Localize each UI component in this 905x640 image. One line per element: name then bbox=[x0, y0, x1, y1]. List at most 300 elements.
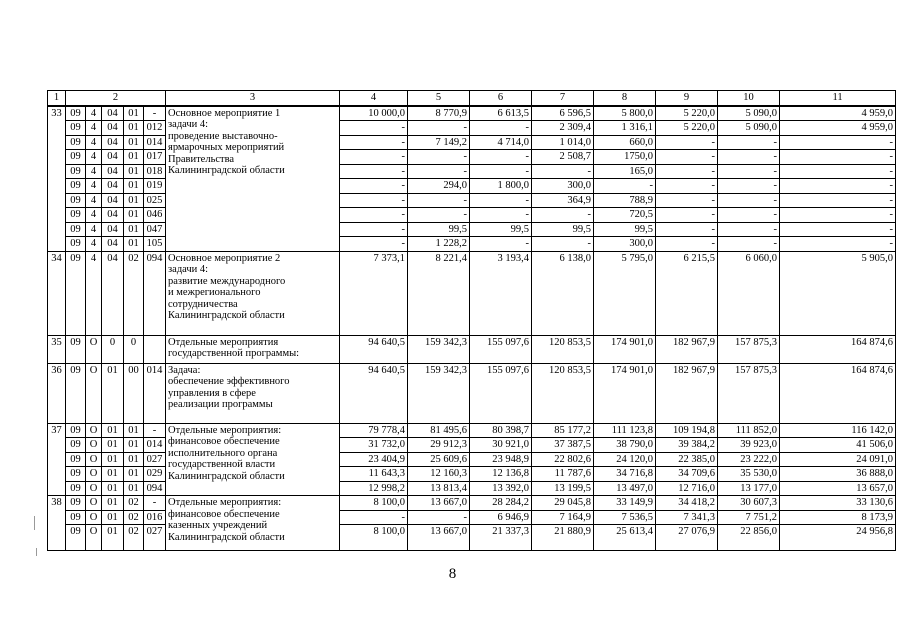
value-cell: - bbox=[780, 135, 896, 150]
value-cell: 29 912,3 bbox=[408, 438, 470, 453]
value-cell: 159 342,3 bbox=[408, 335, 470, 363]
value-cell: 85 177,2 bbox=[532, 423, 594, 438]
code-cell: 04 bbox=[102, 208, 124, 223]
value-cell: - bbox=[780, 237, 896, 252]
value-cell: - bbox=[340, 193, 408, 208]
table-row bbox=[48, 363, 896, 423]
value-cell: 155 097,6 bbox=[470, 363, 532, 423]
header-col-10: 10 bbox=[718, 91, 780, 106]
code-cell: 02 bbox=[124, 510, 144, 525]
value-cell: 5 795,0 bbox=[594, 251, 656, 335]
value-cell: - bbox=[780, 193, 896, 208]
code-cell: 025 bbox=[144, 193, 166, 208]
code-cell: 01 bbox=[124, 106, 144, 121]
value-cell: 1 228,2 bbox=[408, 237, 470, 252]
code-cell: 04 bbox=[102, 222, 124, 237]
code-cell: 014 bbox=[144, 135, 166, 150]
value-cell: - bbox=[656, 208, 718, 223]
code-cell: 04 bbox=[102, 150, 124, 165]
header-col-1: 1 bbox=[48, 91, 66, 106]
value-cell: 2 508,7 bbox=[532, 150, 594, 165]
value-cell: - bbox=[408, 164, 470, 179]
header-col-5: 5 bbox=[408, 91, 470, 106]
value-cell: 300,0 bbox=[532, 179, 594, 194]
value-cell: 13 392,0 bbox=[470, 481, 532, 496]
code-cell: 09 bbox=[66, 193, 86, 208]
value-cell: 13 497,0 bbox=[594, 481, 656, 496]
value-cell: - bbox=[656, 135, 718, 150]
value-cell: 5 090,0 bbox=[718, 106, 780, 121]
value-cell: 7 751,2 bbox=[718, 510, 780, 525]
value-cell: - bbox=[594, 179, 656, 194]
code-cell: О bbox=[86, 438, 102, 453]
table-row bbox=[48, 335, 896, 363]
value-cell: 788,9 bbox=[594, 193, 656, 208]
value-cell: 94 640,5 bbox=[340, 335, 408, 363]
value-cell: 174 901,0 bbox=[594, 363, 656, 423]
code-cell: 02 bbox=[124, 525, 144, 551]
header-col-7: 7 bbox=[532, 91, 594, 106]
value-cell: - bbox=[656, 179, 718, 194]
value-cell: 6 215,5 bbox=[656, 251, 718, 335]
value-cell: 300,0 bbox=[594, 237, 656, 252]
code-cell: 09 bbox=[66, 237, 86, 252]
value-cell: 8 173,9 bbox=[780, 510, 896, 525]
row-number: 35 bbox=[48, 335, 66, 363]
code-cell: О bbox=[86, 510, 102, 525]
code-cell: 018 bbox=[144, 164, 166, 179]
value-cell: 5 220,0 bbox=[656, 121, 718, 136]
scan-mark bbox=[36, 548, 37, 556]
value-cell: 33 149,9 bbox=[594, 496, 656, 511]
value-cell: - bbox=[340, 135, 408, 150]
value-cell: 24 120,0 bbox=[594, 452, 656, 467]
table-row bbox=[48, 106, 896, 121]
value-cell: 22 385,0 bbox=[656, 452, 718, 467]
code-cell: 027 bbox=[144, 525, 166, 551]
code-cell: 4 bbox=[86, 106, 102, 121]
header-row bbox=[48, 91, 896, 106]
code-cell: 09 bbox=[66, 467, 86, 482]
value-cell: 7 373,1 bbox=[340, 251, 408, 335]
value-cell: 13 657,0 bbox=[780, 481, 896, 496]
code-cell: 01 bbox=[124, 150, 144, 165]
code-cell: 046 bbox=[144, 208, 166, 223]
table-body bbox=[48, 91, 896, 551]
value-cell: 12 716,0 bbox=[656, 481, 718, 496]
code-cell: 09 bbox=[66, 335, 86, 363]
value-cell: - bbox=[340, 237, 408, 252]
value-cell: - bbox=[780, 179, 896, 194]
value-cell: 116 142,0 bbox=[780, 423, 896, 438]
value-cell: 111 123,8 bbox=[594, 423, 656, 438]
value-cell: - bbox=[408, 510, 470, 525]
value-cell: 11 643,3 bbox=[340, 467, 408, 482]
row-number: 38 bbox=[48, 496, 66, 551]
value-cell: 39 923,0 bbox=[718, 438, 780, 453]
value-cell: 6 946,9 bbox=[470, 510, 532, 525]
value-cell: 29 045,8 bbox=[532, 496, 594, 511]
value-cell: 111 852,0 bbox=[718, 423, 780, 438]
value-cell: - bbox=[532, 208, 594, 223]
value-cell: - bbox=[718, 150, 780, 165]
value-cell: 13 177,0 bbox=[718, 481, 780, 496]
value-cell: - bbox=[718, 208, 780, 223]
value-cell: 5 220,0 bbox=[656, 106, 718, 121]
code-cell: 094 bbox=[144, 251, 166, 335]
code-cell: 094 bbox=[144, 481, 166, 496]
code-cell: О bbox=[86, 481, 102, 496]
code-cell: О bbox=[86, 525, 102, 551]
code-cell: 01 bbox=[102, 481, 124, 496]
code-cell: 01 bbox=[102, 363, 124, 423]
code-cell: 01 bbox=[102, 496, 124, 511]
value-cell: 34 716,8 bbox=[594, 467, 656, 482]
value-cell: 174 901,0 bbox=[594, 335, 656, 363]
value-cell: 2 309,4 bbox=[532, 121, 594, 136]
value-cell: 6 060,0 bbox=[718, 251, 780, 335]
value-cell: 4 959,0 bbox=[780, 106, 896, 121]
value-cell: 27 076,9 bbox=[656, 525, 718, 551]
value-cell: 5 800,0 bbox=[594, 106, 656, 121]
code-cell: 4 bbox=[86, 164, 102, 179]
code-cell: 04 bbox=[102, 164, 124, 179]
value-cell: - bbox=[470, 150, 532, 165]
value-cell: 4 959,0 bbox=[780, 121, 896, 136]
code-cell: 4 bbox=[86, 222, 102, 237]
value-cell: 31 732,0 bbox=[340, 438, 408, 453]
value-cell: - bbox=[470, 208, 532, 223]
value-cell: - bbox=[780, 222, 896, 237]
value-cell: 13 813,4 bbox=[408, 481, 470, 496]
value-cell: - bbox=[656, 150, 718, 165]
code-cell: 01 bbox=[124, 237, 144, 252]
value-cell: 155 097,6 bbox=[470, 335, 532, 363]
value-cell: 33 130,6 bbox=[780, 496, 896, 511]
header-col-8: 8 bbox=[594, 91, 656, 106]
code-cell: 04 bbox=[102, 121, 124, 136]
code-cell: 00 bbox=[124, 363, 144, 423]
code-cell: 01 bbox=[124, 135, 144, 150]
value-cell: 37 387,5 bbox=[532, 438, 594, 453]
code-cell: 014 bbox=[144, 363, 166, 423]
value-cell: 5 090,0 bbox=[718, 121, 780, 136]
code-cell: 04 bbox=[102, 106, 124, 121]
value-cell: 294,0 bbox=[408, 179, 470, 194]
value-cell: - bbox=[780, 208, 896, 223]
value-cell: - bbox=[656, 164, 718, 179]
code-cell: 02 bbox=[124, 496, 144, 511]
code-cell: 01 bbox=[124, 193, 144, 208]
description-cell: Отдельные мероприятия: финансовое обеспечение казенных учреждений Калининградской области bbox=[166, 496, 340, 551]
value-cell: 35 530,0 bbox=[718, 467, 780, 482]
value-cell: 81 495,6 bbox=[408, 423, 470, 438]
value-cell: 7 536,5 bbox=[594, 510, 656, 525]
code-cell: 09 bbox=[66, 481, 86, 496]
value-cell: 1 316,1 bbox=[594, 121, 656, 136]
value-cell: - bbox=[408, 208, 470, 223]
scan-mark bbox=[34, 516, 35, 530]
code-cell: 012 bbox=[144, 121, 166, 136]
description-cell: Отдельные мероприятия государственной программы: bbox=[166, 335, 340, 363]
value-cell: - bbox=[470, 121, 532, 136]
value-cell: 11 787,6 bbox=[532, 467, 594, 482]
value-cell: - bbox=[470, 164, 532, 179]
value-cell: - bbox=[340, 222, 408, 237]
value-cell: 8 100,0 bbox=[340, 525, 408, 551]
code-cell: 01 bbox=[124, 121, 144, 136]
code-cell: О bbox=[86, 335, 102, 363]
code-cell: 01 bbox=[124, 208, 144, 223]
value-cell: 7 164,9 bbox=[532, 510, 594, 525]
code-cell: 01 bbox=[102, 510, 124, 525]
value-cell: - bbox=[780, 150, 896, 165]
value-cell: 34 709,6 bbox=[656, 467, 718, 482]
code-cell: 027 bbox=[144, 452, 166, 467]
value-cell: - bbox=[340, 150, 408, 165]
table-row bbox=[48, 423, 896, 438]
value-cell: 12 160,3 bbox=[408, 467, 470, 482]
value-cell: 39 384,2 bbox=[656, 438, 718, 453]
value-cell: 99,5 bbox=[408, 222, 470, 237]
row-number: 37 bbox=[48, 423, 66, 496]
code-cell: 4 bbox=[86, 135, 102, 150]
code-cell: 09 bbox=[66, 496, 86, 511]
code-cell: О bbox=[86, 467, 102, 482]
code-cell: 09 bbox=[66, 222, 86, 237]
code-cell: 04 bbox=[102, 237, 124, 252]
code-cell: 01 bbox=[124, 164, 144, 179]
header-col-11: 11 bbox=[780, 91, 896, 106]
code-cell: 09 bbox=[66, 179, 86, 194]
value-cell: 12 998,2 bbox=[340, 481, 408, 496]
code-cell: 09 bbox=[66, 106, 86, 121]
value-cell: 24 091,0 bbox=[780, 452, 896, 467]
code-cell: 09 bbox=[66, 363, 86, 423]
value-cell: - bbox=[340, 179, 408, 194]
code-cell: 047 bbox=[144, 222, 166, 237]
code-cell: 04 bbox=[102, 135, 124, 150]
code-cell: 04 bbox=[102, 179, 124, 194]
header-col-3: 3 bbox=[166, 91, 340, 106]
value-cell: 13 199,5 bbox=[532, 481, 594, 496]
value-cell: 120 853,5 bbox=[532, 363, 594, 423]
code-cell: 01 bbox=[124, 438, 144, 453]
code-cell: О bbox=[86, 423, 102, 438]
code-cell: 029 bbox=[144, 467, 166, 482]
code-cell: 01 bbox=[124, 467, 144, 482]
code-cell: 09 bbox=[66, 423, 86, 438]
value-cell: 8 221,4 bbox=[408, 251, 470, 335]
value-cell: 164 874,6 bbox=[780, 335, 896, 363]
value-cell: 165,0 bbox=[594, 164, 656, 179]
value-cell: 94 640,5 bbox=[340, 363, 408, 423]
code-cell: 01 bbox=[124, 452, 144, 467]
value-cell: - bbox=[340, 164, 408, 179]
row-number: 33 bbox=[48, 106, 66, 252]
budget-table bbox=[47, 90, 896, 551]
value-cell: - bbox=[532, 237, 594, 252]
code-cell: 019 bbox=[144, 179, 166, 194]
code-cell: 014 bbox=[144, 438, 166, 453]
value-cell: 1 014,0 bbox=[532, 135, 594, 150]
value-cell: 8 770,9 bbox=[408, 106, 470, 121]
description-cell: Основное мероприятие 1 задачи 4: проведение выставочно- ярмарочных мероприятий Правительства Калининградской области bbox=[166, 106, 340, 252]
value-cell: 364,9 bbox=[532, 193, 594, 208]
code-cell: О bbox=[86, 363, 102, 423]
value-cell: 38 790,0 bbox=[594, 438, 656, 453]
value-cell: 6 613,5 bbox=[470, 106, 532, 121]
value-cell: 24 956,8 bbox=[780, 525, 896, 551]
value-cell: 34 418,2 bbox=[656, 496, 718, 511]
value-cell: - bbox=[470, 193, 532, 208]
value-cell: 7 341,3 bbox=[656, 510, 718, 525]
code-cell: 105 bbox=[144, 237, 166, 252]
code-cell: 01 bbox=[124, 481, 144, 496]
value-cell: - bbox=[408, 121, 470, 136]
value-cell: 99,5 bbox=[594, 222, 656, 237]
code-cell: 01 bbox=[124, 179, 144, 194]
value-cell: - bbox=[780, 164, 896, 179]
value-cell: 8 100,0 bbox=[340, 496, 408, 511]
value-cell: - bbox=[470, 237, 532, 252]
value-cell: 79 778,4 bbox=[340, 423, 408, 438]
code-cell: 0 bbox=[102, 335, 124, 363]
description-cell: Отдельные мероприятия: финансовое обеспечение исполнительного органа государственной власти Калининградской области bbox=[166, 423, 340, 496]
code-cell: - bbox=[144, 106, 166, 121]
value-cell: - bbox=[718, 179, 780, 194]
value-cell: - bbox=[656, 193, 718, 208]
value-cell: 164 874,6 bbox=[780, 363, 896, 423]
code-cell: 02 bbox=[124, 251, 144, 335]
value-cell: - bbox=[718, 193, 780, 208]
value-cell: 23 948,9 bbox=[470, 452, 532, 467]
code-cell bbox=[144, 335, 166, 363]
code-cell: 4 bbox=[86, 251, 102, 335]
value-cell: 21 337,3 bbox=[470, 525, 532, 551]
page-number: 8 bbox=[448, 566, 457, 582]
code-cell: 09 bbox=[66, 121, 86, 136]
table-row bbox=[48, 496, 896, 511]
code-cell: - bbox=[144, 423, 166, 438]
code-cell: 09 bbox=[66, 135, 86, 150]
value-cell: - bbox=[656, 237, 718, 252]
value-cell: 157 875,3 bbox=[718, 335, 780, 363]
value-cell: 36 888,0 bbox=[780, 467, 896, 482]
description-cell: Задача: обеспечение эффективного управления в сфере реализации программы bbox=[166, 363, 340, 423]
header-col-6: 6 bbox=[470, 91, 532, 106]
code-cell: 0 bbox=[124, 335, 144, 363]
value-cell: 6 596,5 bbox=[532, 106, 594, 121]
value-cell: 1 800,0 bbox=[470, 179, 532, 194]
code-cell: 09 bbox=[66, 208, 86, 223]
value-cell: - bbox=[718, 164, 780, 179]
code-cell: 01 bbox=[102, 452, 124, 467]
value-cell: 109 194,8 bbox=[656, 423, 718, 438]
code-cell: 09 bbox=[66, 452, 86, 467]
value-cell: - bbox=[532, 164, 594, 179]
value-cell: 41 506,0 bbox=[780, 438, 896, 453]
value-cell: - bbox=[340, 121, 408, 136]
value-cell: 23 222,0 bbox=[718, 452, 780, 467]
value-cell: 182 967,9 bbox=[656, 335, 718, 363]
code-cell: 017 bbox=[144, 150, 166, 165]
code-cell: 016 bbox=[144, 510, 166, 525]
code-cell: 01 bbox=[102, 438, 124, 453]
code-cell: 09 bbox=[66, 438, 86, 453]
value-cell: 182 967,9 bbox=[656, 363, 718, 423]
value-cell: 99,5 bbox=[532, 222, 594, 237]
value-cell: 22 802,6 bbox=[532, 452, 594, 467]
value-cell: 23 404,9 bbox=[340, 452, 408, 467]
value-cell: 25 613,4 bbox=[594, 525, 656, 551]
code-cell: 01 bbox=[124, 423, 144, 438]
code-cell: 4 bbox=[86, 179, 102, 194]
value-cell: 10 000,0 bbox=[340, 106, 408, 121]
code-cell: 01 bbox=[102, 423, 124, 438]
code-cell: 4 bbox=[86, 237, 102, 252]
value-cell: 6 138,0 bbox=[532, 251, 594, 335]
code-cell: 4 bbox=[86, 208, 102, 223]
value-cell: 1750,0 bbox=[594, 150, 656, 165]
code-cell: 09 bbox=[66, 525, 86, 551]
code-cell: 09 bbox=[66, 164, 86, 179]
value-cell: 3 193,4 bbox=[470, 251, 532, 335]
header-col-9: 9 bbox=[656, 91, 718, 106]
value-cell: 157 875,3 bbox=[718, 363, 780, 423]
value-cell: - bbox=[718, 135, 780, 150]
value-cell: - bbox=[340, 208, 408, 223]
row-number: 34 bbox=[48, 251, 66, 335]
value-cell: 159 342,3 bbox=[408, 363, 470, 423]
value-cell: 25 609,6 bbox=[408, 452, 470, 467]
code-cell: - bbox=[144, 496, 166, 511]
code-cell: 09 bbox=[66, 150, 86, 165]
code-cell: О bbox=[86, 496, 102, 511]
header-col-4: 4 bbox=[340, 91, 408, 106]
value-cell: 4 714,0 bbox=[470, 135, 532, 150]
value-cell: - bbox=[718, 222, 780, 237]
value-cell: 13 667,0 bbox=[408, 496, 470, 511]
value-cell: - bbox=[408, 150, 470, 165]
header-col-2: 2 bbox=[66, 91, 166, 106]
code-cell: 01 bbox=[102, 467, 124, 482]
value-cell: 80 398,7 bbox=[470, 423, 532, 438]
value-cell: 13 667,0 bbox=[408, 525, 470, 551]
value-cell: 720,5 bbox=[594, 208, 656, 223]
table-row bbox=[48, 251, 896, 335]
code-cell: 01 bbox=[102, 525, 124, 551]
value-cell: 120 853,5 bbox=[532, 335, 594, 363]
code-cell: 01 bbox=[124, 222, 144, 237]
value-cell: - bbox=[718, 237, 780, 252]
code-cell: 4 bbox=[86, 150, 102, 165]
value-cell: - bbox=[408, 193, 470, 208]
code-cell: 4 bbox=[86, 121, 102, 136]
code-cell: 09 bbox=[66, 251, 86, 335]
value-cell: 22 856,0 bbox=[718, 525, 780, 551]
description-cell: Основное мероприятие 2 задачи 4: развитие международного и межрегионального сотрудничества Калининградской области bbox=[166, 251, 340, 335]
value-cell: 30 921,0 bbox=[470, 438, 532, 453]
value-cell: 5 905,0 bbox=[780, 251, 896, 335]
code-cell: 4 bbox=[86, 193, 102, 208]
code-cell: 04 bbox=[102, 251, 124, 335]
value-cell: 99,5 bbox=[470, 222, 532, 237]
row-number: 36 bbox=[48, 363, 66, 423]
code-cell: 09 bbox=[66, 510, 86, 525]
value-cell: 7 149,2 bbox=[408, 135, 470, 150]
value-cell: 21 880,9 bbox=[532, 525, 594, 551]
